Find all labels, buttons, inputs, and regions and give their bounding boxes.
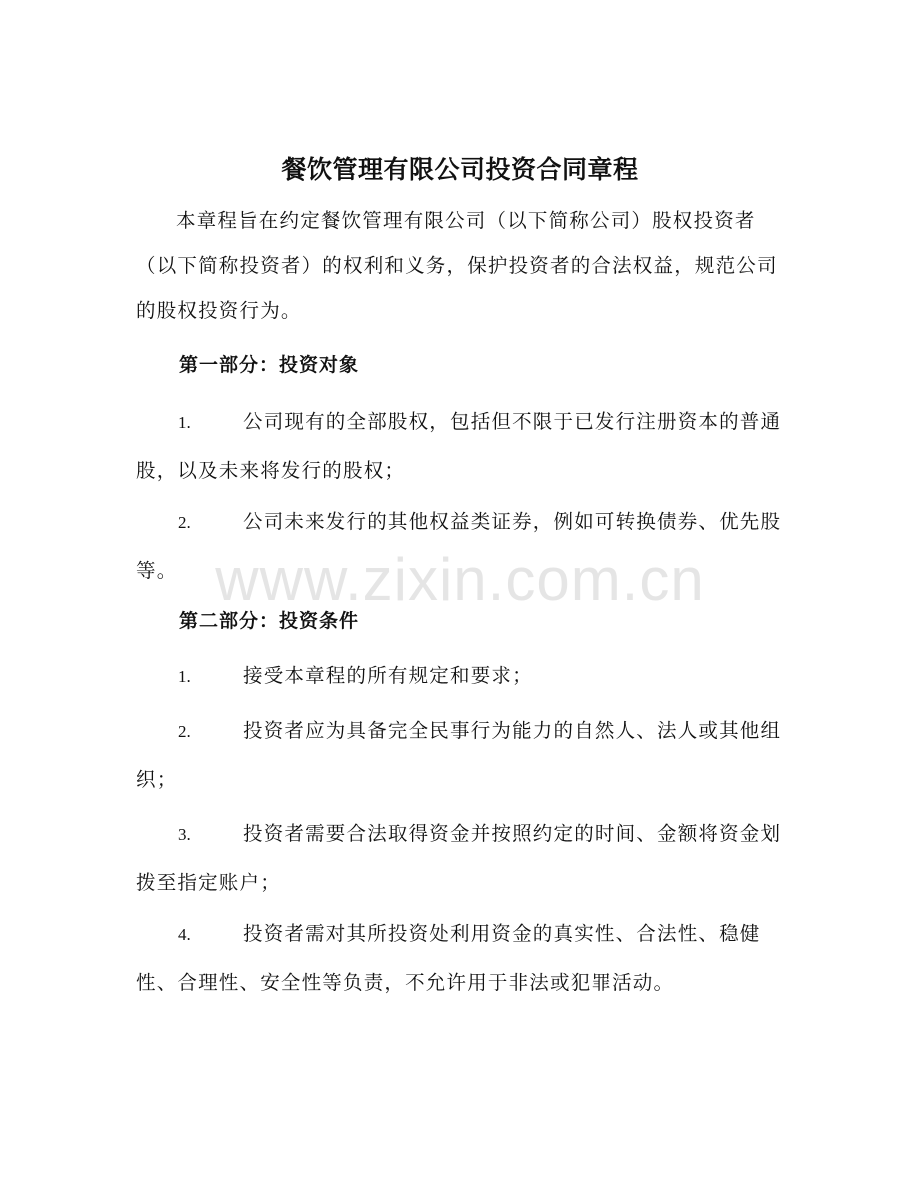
item-text: 公司现有的全部股权，包括但不限于已发行注册资本的普通股，以及未来将发行的股权； (136, 410, 782, 482)
item-number: 1. (178, 413, 191, 432)
list-item (136, 910, 786, 1007)
watermark: www.zixin.com.cn (215, 546, 705, 613)
item-text: 投资者应为具备完全民事行为能力的自然人、法人或其他组织； (136, 719, 782, 791)
item-number: 3. (178, 825, 191, 844)
section-heading-1: 第一部分：投资对象 (179, 354, 360, 376)
item-number: 1. (178, 667, 191, 686)
item-number: 2. (178, 513, 191, 532)
list-item (136, 652, 786, 701)
list-item (136, 810, 786, 907)
document-title: 餐饮管理有限公司投资合同章程 (281, 155, 639, 184)
item-text: 投资者需要合法取得资金并按照约定的时间、金额将资金划拨至指定账户； (136, 822, 782, 894)
item-text: 接受本章程的所有规定和要求； (243, 664, 533, 687)
item-text: 投资者需对其所投资处利用资金的真实性、合法性、稳健性、合理性、安全性等负责，不允许用于非法或犯罪活动。 (136, 922, 761, 994)
item-number: 4. (178, 925, 191, 944)
intro-paragraph: 本章程旨在约定餐饮管理有限公司（以下简称公司）股权投资者（以下简称投资者）的权利和义务，保护投资者的合法权益，规范公司的股权投资行为。 (136, 209, 778, 322)
section-heading-2: 第二部分：投资条件 (179, 610, 360, 632)
item-text: 公司未来发行的其他权益类证券，例如可转换债券、优先股等。 (136, 510, 782, 582)
list-item (136, 398, 786, 495)
list-item (136, 707, 786, 804)
list-item (136, 498, 786, 595)
item-number: 2. (178, 722, 191, 741)
